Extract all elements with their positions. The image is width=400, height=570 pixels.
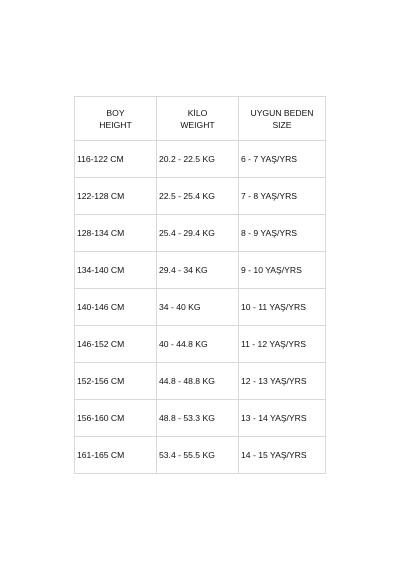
header-weight [157,97,239,141]
height-cell: 140-146 CM [75,289,157,326]
table-row [75,400,326,437]
header-height-tr: BOY [106,107,125,118]
height-cell: 161-165 CM [75,437,157,474]
weight-cell: 34 - 40 KG [157,289,239,326]
size-cell: 7 - 8 YAŞ/YRS [239,178,326,215]
header-height [75,97,157,141]
size-cell: 11 - 12 YAŞ/YRS [239,326,326,363]
weight-cell: 20.2 - 22.5 KG [157,141,239,178]
table-row [75,178,326,215]
header-weight-tr: KİLO [187,107,208,118]
weight-cell: 44.8 - 48.8 KG [157,363,239,400]
table-body [75,141,326,474]
weight-cell: 53.4 - 55.5 KG [157,437,239,474]
header-size [239,97,326,141]
table-row [75,437,326,474]
weight-cell: 22.5 - 25.4 KG [157,178,239,215]
header-size-tr: UYGUN BEDEN [250,107,314,118]
size-cell: 9 - 10 YAŞ/YRS [239,252,326,289]
table-row [75,252,326,289]
header-size-en: SIZE [272,119,292,130]
header-row [75,97,326,141]
height-cell: 134-140 CM [75,252,157,289]
size-chart-table [74,96,326,474]
size-cell: 8 - 9 YAŞ/YRS [239,215,326,252]
table-header [75,97,326,141]
size-cell: 12 - 13 YAŞ/YRS [239,363,326,400]
weight-cell: 29.4 - 34 KG [157,252,239,289]
size-cell: 6 - 7 YAŞ/YRS [239,141,326,178]
height-cell: 122-128 CM [75,178,157,215]
table-row [75,289,326,326]
height-cell: 146-152 CM [75,326,157,363]
size-cell: 14 - 15 YAŞ/YRS [239,437,326,474]
table-row [75,215,326,252]
table-row [75,363,326,400]
weight-cell: 40 - 44.8 KG [157,326,239,363]
header-height-en: HEIGHT [99,119,132,130]
height-cell: 152-156 CM [75,363,157,400]
header-weight-en: WEIGHT [180,119,215,130]
weight-cell: 48.8 - 53.3 KG [157,400,239,437]
size-cell: 13 - 14 YAŞ/YRS [239,400,326,437]
table-row [75,141,326,178]
height-cell: 128-134 CM [75,215,157,252]
table-row [75,326,326,363]
size-cell: 10 - 11 YAŞ/YRS [239,289,326,326]
height-cell: 116-122 CM [75,141,157,178]
height-cell: 156-160 CM [75,400,157,437]
weight-cell: 25.4 - 29.4 KG [157,215,239,252]
